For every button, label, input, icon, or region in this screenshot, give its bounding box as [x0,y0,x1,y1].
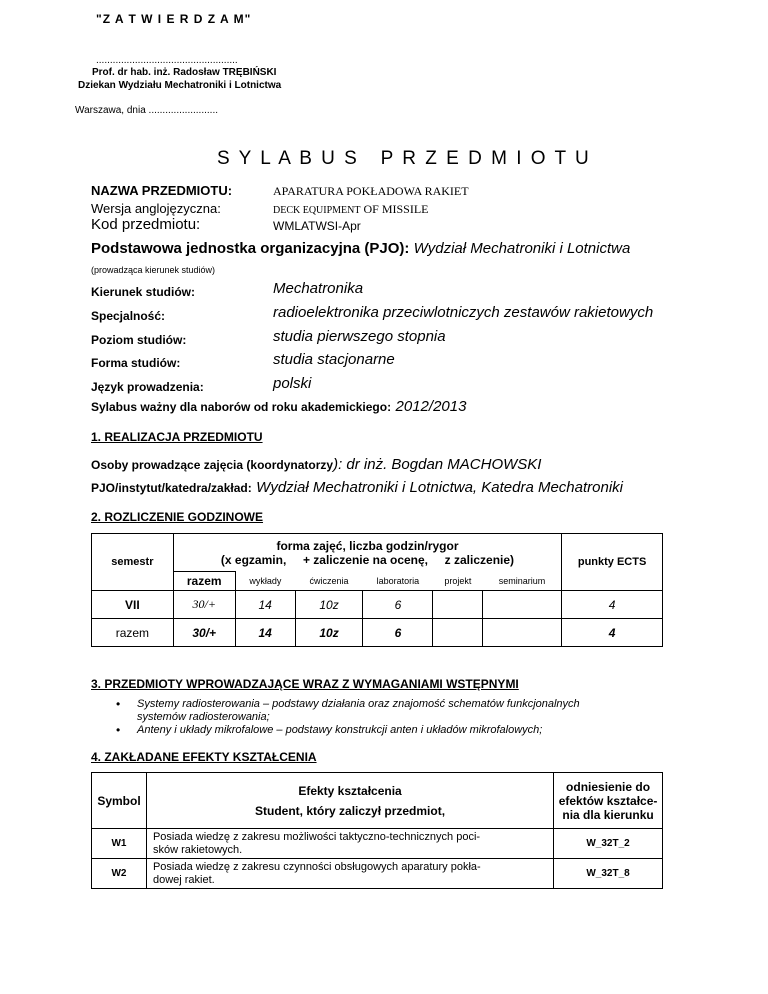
approval-place-date: Warszawa, dnia ......................... [75,105,219,116]
col-seminarium: seminarium [483,572,562,591]
cell-effect [146,859,553,889]
unit-label: PJO/instytut/katedra/zakład: [91,481,252,495]
cell-effect-line1: Posiada wiedzę z zakresu czynności obsługowych aparatury pokła- [152,860,481,873]
header-forma-line2: (x egzamin, + zaliczenie na ocenę, z zaliczenie) [220,552,515,567]
list-item-line2: systemów radiosterowania; [137,711,270,723]
list-item [137,724,542,737]
col-razem: razem [173,572,235,591]
field-label-poziom: Poziom studiów: [91,333,187,347]
english-version-rest: OF MISSILE [360,202,429,216]
section4-heading: 4. ZAKŁADANE EFEKTY KSZTAŁCENIA [91,750,317,764]
cell-laboratoria: 6 [363,591,433,619]
cell-effect-line2: sków rakietowych. [152,843,243,856]
section3-heading: 3. PRZEDMIOTY WPROWADZAJĄCE WRAZ Z WYMAGANIAMI WSTĘPNYMI [91,677,519,691]
course-name-value: APARATURA POKŁADOWA RAKIET [273,184,469,198]
cell-effect [146,829,553,859]
cell-ects: 4 [562,619,663,647]
cell-razem: 30/+ [173,591,235,619]
cell-cwiczenia: 10z [295,619,363,647]
cell-laboratoria: 6 [363,619,433,647]
header-symbol: Symbol [92,773,147,829]
header-reference-line1: odniesienie do [566,779,651,794]
english-version-value [273,202,429,217]
header-reference [554,773,663,829]
list-item [137,698,580,724]
table-row [92,829,663,859]
cell-ects: 4 [562,591,663,619]
header-effects-line1: Efekty kształcenia [298,783,402,798]
field-value-specjalnosc: radioelektronika przeciwlotniczych zestawów rakietowych [273,304,654,321]
cell-projekt [433,619,483,647]
coordinator-line [91,456,541,474]
valid-value: 2012/2013 [395,398,467,415]
list-item-line1: Systemy radiosterowania – podstawy działania oraz znajomość schematów funkcjonalnych [137,698,580,710]
approval-signature-line: ................................................... [96,55,238,66]
valid-label: Sylabus ważny dla naborów od roku akademickiego: [91,400,392,414]
cell-symbol: W2 [92,859,147,889]
course-name-label: NAZWA PRZEDMIOTU: [91,183,233,198]
col-laboratoria: laboratoria [363,572,433,591]
pjo-line [91,240,630,257]
cell-sem: VII [92,591,174,619]
bullet-icon: • [116,723,121,737]
course-code-label: Kod przedmiotu: [91,216,201,233]
cell-razem: 30/+ [173,619,235,647]
col-cwiczenia: ćwiczenia [295,572,363,591]
page-title: S Y L A B U S P R Z E D M I O T U [217,148,591,169]
header-semestr: semestr [92,534,174,591]
valid-line [91,398,466,416]
coordinator-value: ): dr inż. Bogdan MACHOWSKI [333,456,542,473]
course-code-value: WMLATWSI-Apr [273,219,361,233]
cell-sem: razem [92,619,174,647]
table-row [92,859,663,889]
approval-role: Dziekan Wydziału Mechatroniki i Lotnictwa [78,80,282,91]
approval-title: "Z A T W I E R D Z A M" [96,12,252,26]
col-wyklady: wykłady [235,572,295,591]
hours-table [91,533,663,647]
list-item-line1: Anteny i układy mikrofalowe – podstawy konstrukcji anten i układów mikrofalowych; [137,724,543,736]
approval-name: Prof. dr hab. inż. Radosław TRĘBIŃSKI [92,67,277,78]
bullet-icon: • [116,697,121,711]
cell-effect-line1: Posiada wiedzę z zakresu możliwości taktyczno-technicznych poci- [152,830,481,843]
field-value-forma: studia stacjonarne [273,351,395,368]
field-label-forma: Forma studiów: [91,356,181,370]
cell-effect-line2: dowej rakiet. [152,873,215,886]
header-effects [146,773,553,829]
english-version-caps: DECK EQUIPMENT [273,205,361,216]
section1-heading: 1. REALIZACJA PRZEDMIOTU [91,430,263,444]
header-forma-line1: forma zajęć, liczba godzin/rygor [276,538,459,553]
field-label-jezyk: Język prowadzenia: [91,380,204,394]
field-value-poziom: studia pierwszego stopnia [273,328,446,345]
english-version-label: Wersja anglojęzyczna: [91,201,221,216]
header-reference-line3: nia dla kierunku [562,807,654,822]
cell-seminarium [483,591,562,619]
header-ects: punkty ECTS [562,534,663,591]
field-label-specjalnosc: Specjalność: [91,309,166,323]
cell-reference: W_32T_2 [554,829,663,859]
pjo-label: Podstawowa jednostka organizacyjna (PJO): [91,240,410,257]
cell-projekt [433,591,483,619]
table-row [92,619,663,647]
cell-cwiczenia: 10z [295,591,363,619]
header-forma [173,534,561,572]
section2-heading: 2. ROZLICZENIE GODZINOWE [91,510,264,524]
cell-reference: W_32T_8 [554,859,663,889]
cell-seminarium [483,619,562,647]
coordinator-label: Osoby prowadzące zajęcia (koordynatorzy [91,458,334,472]
cell-symbol: W1 [92,829,147,859]
cell-wyklady: 14 [235,619,295,647]
table-row [92,591,663,619]
header-reference-line2: efektów kształce- [558,793,658,808]
cell-wyklady: 14 [235,591,295,619]
pjo-note: (prowadząca kierunek studiów) [91,265,216,275]
field-value-kierunek: Mechatronika [273,280,364,297]
unit-value: Wydział Mechatroniki i Lotnictwa, Katedra Mechatroniki [256,479,623,496]
header-effects-line2: Student, który zaliczył przedmiot, [255,803,446,818]
col-projekt: projekt [433,572,483,591]
field-value-jezyk: polski [273,375,312,392]
pjo-value: Wydział Mechatroniki i Lotnictwa [413,240,631,257]
unit-line [91,479,623,497]
effects-table [91,772,663,889]
field-label-kierunek: Kierunek studiów: [91,285,196,299]
